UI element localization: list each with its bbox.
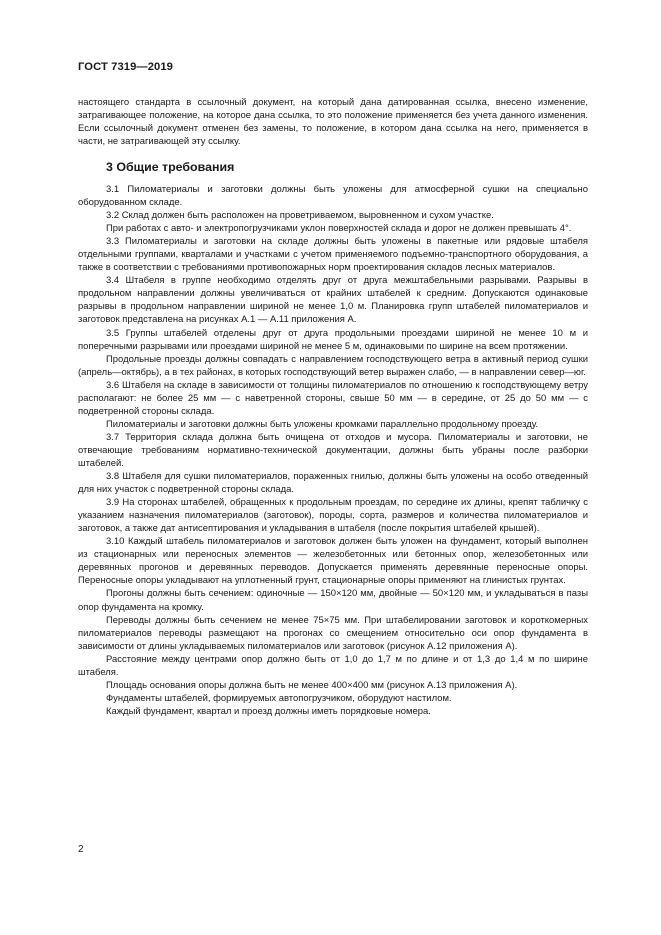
document-header: ГОСТ 7319—2019 [78,61,174,73]
paragraph-3-10-runners: Прогоны должны быть сечением: одиночные — 150×120 мм, двойные — 50×120 мм, и укладываться в пазы опор фундамента на кромку. [78,588,588,613]
paragraph-3-7: 3.7 Территория склада должна быть очищена от отходов и мусора. Пиломатериалы и заготовки, не отвечающие требованиям нормативно-технической документации, должны быть убраны после разборки штабелей. [78,431,588,469]
section-title: 3 Общие требования [106,160,235,174]
paragraph-3-2: 3.2 Склад должен быть расположен на проветриваемом, выровненном и сухом участке. [106,210,494,222]
intro-paragraph: настоящего стандарта в ссылочный документ, на который дана датированная ссылка, внесено изменение, затрагивающее положение, на которое дана ссылка, то это положение применяется без учета данного изменения. Если ссылочный документ отменен без замены, то положение, в котором дана ссылка на него, применяется в части, не затрагивающей эту ссылку. [78,97,588,148]
paragraph-3-10-numbering: Каждый фундамент, квартал и проезд должны иметь порядковые номера. [106,705,431,717]
page-number: 2 [78,844,84,855]
paragraph-3-6-edges: Пиломатериалы и заготовки должны быть уложены кромками параллельно продольному проезду. [106,418,539,430]
paragraph-3-10: 3.10 Каждый штабель пиломатериалов и заготовок должен быть уложен на фундамент, который выполнен из стационарных или переносных элементов — железобетонных или бетонных опор, железобетонных или деревянных прогонов и деревянных переводов. Допускается применять деревянные переносные опоры. Переносные опоры укладывают на уплотненный грунт, стационарные опоры применяют на глинистых грунтах. [78,536,588,587]
paragraph-3-5-passages: Продольные проезды должны совпадать с направлением господствующего ветра в активный период сушки (апрель—октябрь), а в тех районах, в которых господствующий ветер выражен слабо, — в направлении север—юг. [78,353,588,378]
paragraph-3-1: 3.1 Пиломатериалы и заготовки должны быть уложены для атмосферной сушки на специально оборудованном складе. [78,184,588,209]
paragraph-3-8: 3.8 Штабеля для сушки пиломатериалов, пораженных гнилью, должны быть уложены на особо отведенный для них участок с подветренной стороны склада. [78,471,588,496]
paragraph-3-3: 3.3 Пиломатериалы и заготовки на складе должны быть уложены в пакетные или рядовые штабеля отдельными группами, кварталами и участками с учетом применяемого подъемно-транспортного оборудования, а также в соответствии с требованиями противопожарных норм проектирования складов лесных материалов. [78,236,588,274]
paragraph-3-10-crossbars: Переводы должны быть сечением не менее 75×75 мм. При штабелировании заготовок и короткомерных пиломатериалов переводы размещают на прогонах со смещением относительно оси опор фундамента в зависимости от длины укладываемых пиломатериалов или заготовок (рисунок А.12 приложения А). [78,614,588,652]
paragraph-3-9: 3.9 На сторонах штабелей, обращенных к продольным проездам, по середине их длины, крепят табличку с указанием назначения пиломатериалов (заготовок), породы, сорта, размеров и количества пиломатериалов и заготовок, а также дат антисептирования и укладывания в штабеля (после покрытия штабелей крышей). [78,497,588,535]
paragraph-3-5: 3.5 Группы штабелей отделены друг от друга продольными проездами шириной не менее 10 м и поперечными разрывами или проездами шириной не менее 5 м, одинаковыми по ширине на всем протяжении. [78,327,588,352]
section-body [78,183,588,718]
intro-block [78,96,588,148]
paragraph-3-4: 3.4 Штабеля в группе необходимо отделять друг от друга межштабельными разрывами. Разрывы в продольном направлении должны увеличиваться от крайних штабелей к средним. Допускаются одинаковые разрывы в продольном направлении шириной не менее 1,0 м. Планировка групп штабелей пиломатериалов и заготовок представлена на рисунках А.1 — А.11 приложения А. [78,275,588,326]
paragraph-3-10-flooring: Фундаменты штабелей, формируемых автопогрузчиком, оборудуют настилом. [106,692,452,704]
paragraph-3-10-area: Площадь основания опоры должна быть не менее 400×400 мм (рисунок А.13 приложения А). [106,679,518,691]
paragraph-3-2-slope: При работах с авто- и электропогрузчиками уклон поверхностей склада и дорог не должен превышать 4°. [106,223,572,235]
paragraph-3-6: 3.6 Штабеля на складе в зависимости от толщины пиломатериалов по отношению к господствующему ветру располагают: не более 25 мм — с наветренной стороны, свыше 50 мм — в середине, от 25 до 50 мм — с подветренной стороны склада. [78,379,588,417]
paragraph-3-10-spacing: Расстояние между центрами опор должно быть от 1,0 до 1,7 м по длине и от 1,3 до 1,4 м по ширине штабеля. [78,653,588,678]
